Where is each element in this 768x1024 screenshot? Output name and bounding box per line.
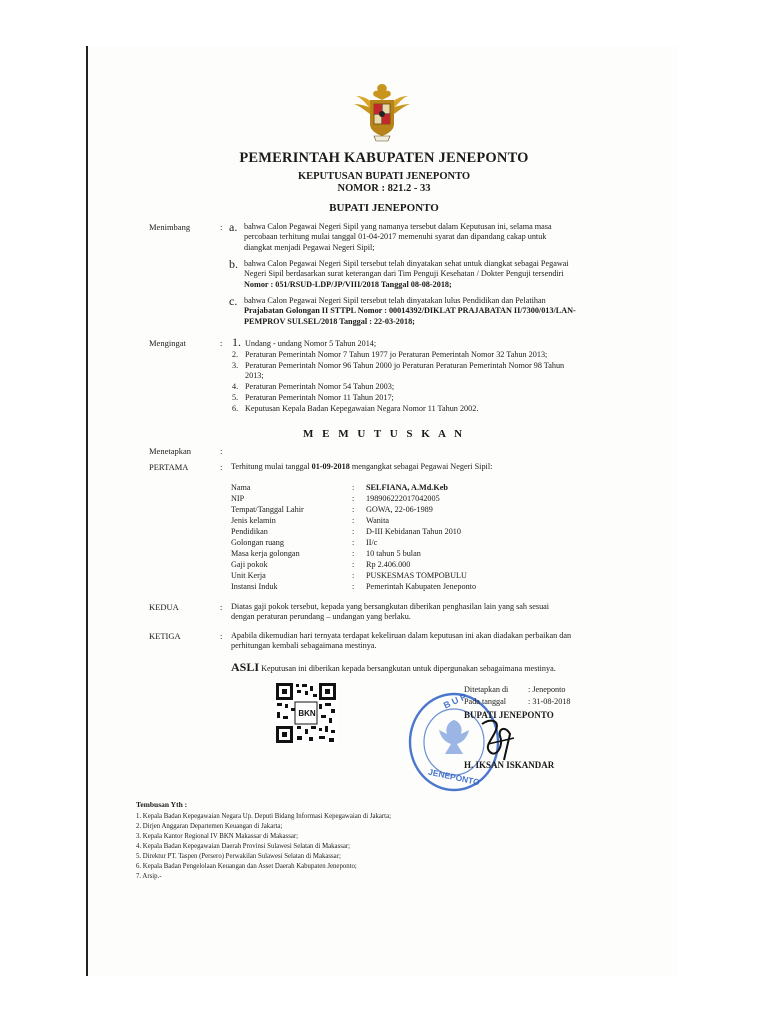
field-colon: : <box>352 560 355 569</box>
date-value: : 31-08-2018 <box>528 697 571 706</box>
place-label: Ditetapkan di <box>464 685 509 694</box>
field-key: Golongan ruang <box>231 538 284 547</box>
consideration-letter-b: b. <box>229 257 238 271</box>
kedua-label: KEDUA <box>149 602 179 612</box>
menetapkan-colon: : <box>220 446 223 456</box>
memutuskan-heading: M E M U T U S K A N <box>302 428 466 440</box>
legal-basis-3: Peraturan Pemerintah Nomor 96 Tahun 2000 jo Peraturan Peraturan Pemerintah Nomor 98 Tahun 2013; <box>245 361 565 380</box>
field-colon: : <box>352 538 355 547</box>
employee-rank: II/c <box>366 538 378 547</box>
employee-agency: Pemerintah Kabupaten Jeneponto <box>366 582 477 591</box>
date-label: Pada tanggal <box>464 697 507 706</box>
signatory-name: H. IKSAN ISKANDAR <box>464 760 555 770</box>
tembusan-item: 6. Kepala Badan Pengelolaan Keuangan dan Asset Daerah Kabupaten Jeneponto; <box>136 863 357 870</box>
tembusan-item: 2. Dirjen Anggaran Departemen Keuangan di Jakarta; <box>136 823 283 830</box>
legal-basis-4: Peraturan Pemerintah Nomor 54 Tahun 2003; <box>245 382 395 391</box>
stamp-top-text: B U P <box>441 691 468 711</box>
menimbang-label: Menimbang <box>149 222 191 232</box>
field-colon: : <box>352 571 355 580</box>
menetapkan-label: Menetapkan <box>149 446 192 456</box>
consideration-letter-c: c. <box>229 294 238 308</box>
field-colon: : <box>352 494 355 503</box>
legal-basis-1: Undang - undang Nomor 5 Tahun 2014; <box>245 339 377 348</box>
pertama-text: Terhitung mulai tanggal 01-09-2018 mengangkat sebagai Pegawai Negeri Sipil: <box>231 462 493 471</box>
consideration-letter-a: a. <box>229 220 238 234</box>
ketiga-colon: : <box>220 631 223 641</box>
employee-gender: Wanita <box>366 516 389 525</box>
garuda-emblem-icon <box>352 78 412 144</box>
tembusan-item: 3. Kepala Kantor Regional IV BKN Makassar di Makassar; <box>136 833 299 840</box>
ketiga-label: KETIGA <box>149 631 181 641</box>
field-key: Masa kerja golongan <box>231 549 300 558</box>
field-key: Jenis kelamin <box>231 516 276 525</box>
field-key: Tempat/Tanggal Lahir <box>231 505 304 514</box>
decree-number: NOMOR : 821.2 - 33 <box>337 183 431 194</box>
legal-basis-5: Peraturan Pemerintah Nomor 11 Tahun 2017; <box>245 393 394 402</box>
mengingat-colon: : <box>220 338 223 348</box>
employee-birth: GOWA, 22-06-1989 <box>366 505 433 514</box>
legal-basis-num-3: 3. <box>232 361 239 370</box>
mengingat-label: Mengingat <box>149 338 186 348</box>
legal-basis-2: Peraturan Pemerintah Nomor 7 Tahun 1977 jo Peraturan Pemerintah Nomor 32 Tahun 2013; <box>245 350 548 359</box>
kedua-text: Diatas gaji pokok tersebut, kepada yang bersangkutan diberikan penghasilan lain yang sah sesuai dengan peraturan perundang – undangan yang berlaku. <box>231 602 550 622</box>
employee-nip: 198906222017042005 <box>366 494 440 503</box>
authority-heading: BUPATI JENEPONTO <box>329 202 439 214</box>
field-key: Unit Kerja <box>231 571 266 580</box>
legal-basis-num-6: 6. <box>232 404 239 413</box>
field-colon: : <box>352 549 355 558</box>
consideration-b: bahwa Calon Pegawai Negeri Sipil tersebut telah dinyatakan sehat untuk diangkat sebagai Pegawai Negeri Sipil berdasarkan surat keterangan dari Tim Penguji Kesehatan / Dokter Penguji tersendiri Nomor : 051/RSUD-LDP/JP/VIII/2018 Tanggal 08-08-2018; <box>244 259 569 289</box>
legal-basis-num-2: 2. <box>232 350 239 359</box>
employee-name: SELFIANA, A.Md.Keb <box>366 483 448 492</box>
tembusan-item: 1. Kepala Badan Kepegawaian Negara Up. Deputi Bidang Informasi Kepegawaian di Jakarta; <box>136 813 391 820</box>
employee-unit: PUSKESMAS TOMPOBULU <box>366 571 467 580</box>
place-value: : Jeneponto <box>528 685 566 694</box>
legal-basis-num-5: 5. <box>232 393 239 402</box>
field-key: Instansi Induk <box>231 582 278 591</box>
qr-bkn-label: BKN <box>298 709 316 718</box>
tembusan-item: 7. Arsip.- <box>136 873 162 880</box>
pertama-label: PERTAMA <box>149 462 189 472</box>
stamp-bottom-text: JENEPONTO <box>427 766 481 788</box>
qr-code <box>275 682 337 744</box>
tembusan-item: 4. Kepala Badan Kepegawaian Daerah Provinsi Sulawesi Selatan di Makassar; <box>136 843 351 850</box>
field-colon: : <box>352 516 355 525</box>
tembusan-item: 5. Direktur PT. Taspen (Persero) Perwakilan Sulawesi Selatan di Makassar; <box>136 853 341 860</box>
consideration-c: bahwa Calon Pegawai Negeri Sipil tersebut telah dinyatakan lulus Pendidikan dan Pelatihan Prajabatan Golongan II STTPL Nomor : 00014392/DIKLAT PRAJABATAN II/7300/013/LAN- PEMPROV SULSEL/2018 Tanggal : 22-03-2018; <box>244 296 576 326</box>
employee-tenure: 10 tahun 5 bulan <box>366 549 421 558</box>
menimbang-colon: : <box>220 222 223 232</box>
employee-salary: Rp 2.406.000 <box>366 560 411 569</box>
tembusan-title: Tembusan Yth : <box>136 800 188 809</box>
field-key: Pendidikan <box>231 527 268 536</box>
legal-basis-num-1: 1. <box>232 335 241 349</box>
ketiga-text: Apabila dikemudian hari ternyata terdapat kekeliruan dalam keputusan ini akan diadakan perbaikan dan perhitungan kembali sebagaimana mestinya. <box>231 631 572 651</box>
legal-basis-6: Keputusan Kepala Badan Kepegawaian Negara Nomor 11 Tahun 2002. <box>245 404 479 413</box>
signature-scribble-icon <box>470 716 530 766</box>
field-key: Nama <box>231 483 251 492</box>
field-colon: : <box>352 582 355 591</box>
government-heading: PEMERINTAH KABUPATEN JENEPONTO <box>239 150 529 166</box>
asli-statement: ASLI Keputusan ini diberikan kepada bersangkutan untuk dipergunakan sebagaimana mestinya. <box>231 660 556 674</box>
employee-education: D-III Kebidanan Tahun 2010 <box>366 527 461 536</box>
field-colon: : <box>352 483 355 492</box>
field-colon: : <box>352 505 355 514</box>
pertama-colon: : <box>220 462 223 472</box>
kedua-colon: : <box>220 602 223 612</box>
signatory-title: BUPATI JENEPONTO <box>464 710 554 720</box>
field-key: NIP <box>231 494 245 503</box>
consideration-a: bahwa Calon Pegawai Negeri Sipil yang namanya tersebut dalam Keputusan ini, selama masa percobaan terhitung mulai tanggal 01-04-2017 memenuhi syarat dan dipandang cakap untuk diangkat menjadi Pegawai Negeri Sipil; <box>244 222 552 252</box>
decree-heading: KEPUTUSAN BUPATI JENEPONTO <box>297 171 471 182</box>
legal-basis-num-4: 4. <box>232 382 239 391</box>
field-key: Gaji pokok <box>231 560 268 569</box>
field-colon: : <box>352 527 355 536</box>
